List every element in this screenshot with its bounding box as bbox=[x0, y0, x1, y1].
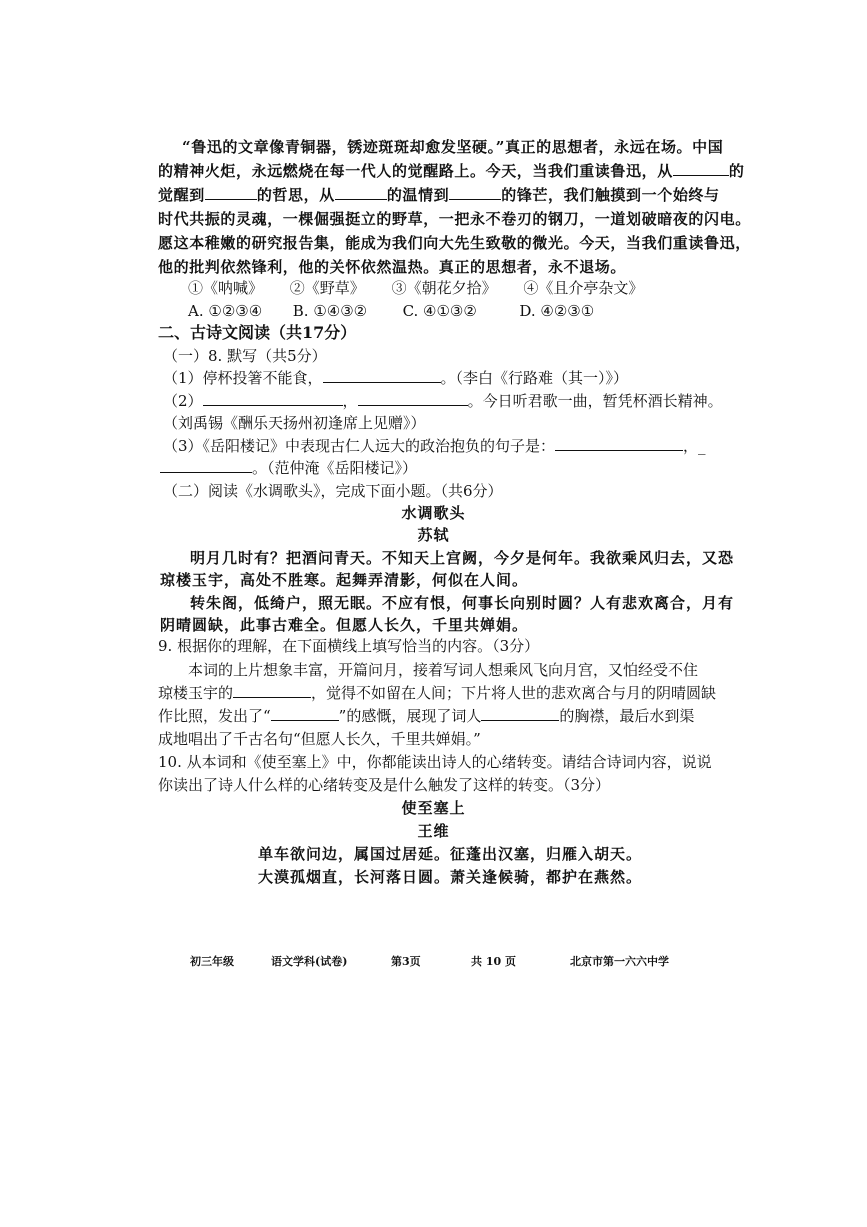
passage-line-6: 他的批判依然锋利，他的关怀依然温热。真正的思想者，永不退场。 bbox=[158, 258, 627, 276]
question-8-2 bbox=[163, 390, 723, 412]
section-title: 二、古诗文阅读（共17分） bbox=[158, 323, 357, 342]
fill-blank[interactable] bbox=[335, 185, 387, 200]
question-9-line: 本词的上片想象丰富，开篇问月，接着写词人想乘风飞向月宫，又怕经受不住 bbox=[188, 661, 699, 679]
passage-line-1: “鲁迅的文章像青铜器，锈迹斑斑却愈发坚硬。”真正的思想者，永远在场。中国 bbox=[182, 138, 724, 156]
poem-title: 使至塞上 bbox=[401, 799, 466, 817]
works-list bbox=[188, 277, 665, 299]
answer-blank[interactable] bbox=[160, 458, 252, 473]
fill-blank[interactable] bbox=[449, 185, 501, 200]
fill-blank[interactable] bbox=[673, 161, 729, 176]
choice-d[interactable]: D. ④②③① bbox=[519, 302, 595, 320]
work-item: ③《朝花夕拾》 bbox=[391, 279, 497, 297]
question-text: （3）《岳阳楼记》中表现古仁人远大的政治抱负的句子是： bbox=[163, 437, 556, 455]
question-8-3 bbox=[163, 435, 706, 457]
work-item: ②《野草》 bbox=[289, 279, 365, 297]
footer-total: 共 10 页 bbox=[471, 955, 516, 968]
passage-line-2 bbox=[158, 160, 744, 182]
question-text: 。（李白《行路难（其一）》） bbox=[440, 369, 629, 387]
question-text: ，觉得不如留在人间；下片将人世的悲欢离合与月的阴晴圆缺 bbox=[311, 684, 717, 702]
poem-title: 水调歌头 bbox=[401, 504, 466, 522]
question-text: ， bbox=[342, 392, 358, 410]
question-text: 。今日听君歌一曲，暂凭杯酒长精神。 bbox=[467, 392, 723, 410]
question-10-line: 10. 从本词和《使至塞上》中，你都能读出诗人的心绪转变。请结合诗词内容，说说 bbox=[158, 753, 712, 771]
work-item: ④《且介亭杂文》 bbox=[523, 279, 644, 297]
question-9-title: 9. 根据你的理解，在下面横线上填写恰当的内容。（3分） bbox=[158, 637, 540, 655]
choice-c[interactable]: C. ④①③② bbox=[402, 302, 477, 320]
question-text: 作比照，发出了“ bbox=[158, 707, 271, 725]
passage-text: 觉醒到 bbox=[158, 186, 205, 204]
footer-page: 第3页 bbox=[391, 955, 421, 968]
passage-text: 的精神火炬，永远燃烧在每一代人的觉醒路上。今天，当我们重读鲁迅，从 bbox=[158, 162, 673, 180]
poem-line: 大漠孤烟直，长河落日圆。萧关逢候骑，都护在燕然。 bbox=[258, 868, 643, 886]
passage-line-5: 愿这本稚嫩的研究报告集，能成为我们向大先生致敬的微光。今天，当我们重读鲁迅， bbox=[158, 234, 751, 252]
answer-blank[interactable] bbox=[233, 683, 311, 698]
question-text: 琼楼玉宇的 bbox=[158, 684, 234, 702]
question-9-line: 成地唱出了千古名句“但愿人长久，千里共婵娟。” bbox=[158, 730, 481, 748]
passage-text: 的温情到 bbox=[386, 186, 450, 204]
work-item: ①《呐喊》 bbox=[188, 279, 264, 297]
poem-author: 王维 bbox=[417, 822, 450, 840]
question-9-line bbox=[158, 705, 694, 727]
part-2-title: （二）阅读《水调歌头》，完成下面小题。（共6分） bbox=[163, 482, 503, 500]
footer-school: 北京市第一六六中学 bbox=[570, 955, 669, 968]
poem-line: 明月几时有？把酒问青天。不知天上宫阙，今夕是何年。我欲乘风归去，又恐 bbox=[190, 549, 735, 567]
passage-line-4: 时代共振的灵魂，一棵倔强挺立的野草，一把永不卷刃的钢刀，一道划破暗夜的闪电。 bbox=[158, 210, 751, 228]
question-text: （2） bbox=[163, 392, 203, 410]
question-10-line: 你读出了诗人什么样的心绪转变及是什么触发了这样的转变。（3分） bbox=[158, 776, 611, 794]
poem-author: 苏轼 bbox=[417, 526, 450, 544]
choice-list bbox=[188, 300, 594, 322]
answer-blank[interactable] bbox=[323, 368, 441, 383]
footer-grade: 初三年级 bbox=[190, 955, 234, 968]
question-8-title: （一）8. 默写（共5分） bbox=[163, 347, 327, 365]
answer-blank[interactable] bbox=[481, 706, 559, 721]
poem-line: 阴晴圆缺，此事古难全。但愿人长久，千里共婵娟。 bbox=[160, 616, 529, 634]
answer-blank[interactable] bbox=[271, 706, 339, 721]
question-8-1 bbox=[163, 367, 628, 389]
answer-blank[interactable] bbox=[555, 436, 683, 451]
question-text: ”的感慨，展现了词人 bbox=[338, 707, 482, 725]
passage-text: 的锋芒，我们触摸到一个始终与 bbox=[501, 186, 720, 204]
fill-blank[interactable] bbox=[205, 185, 257, 200]
passage-line-3 bbox=[158, 184, 720, 206]
question-text: 。（范仲淹《岳阳楼记》） bbox=[252, 459, 418, 477]
question-8-3-cont bbox=[160, 457, 417, 479]
answer-blank[interactable] bbox=[358, 391, 468, 406]
question-text: 的胸襟，最后水到渠 bbox=[559, 707, 695, 725]
poem-line: 转朱阁，低绮户，照无眠。不应有恨，何事长向别时圆？人有悲欢离合，月有 bbox=[190, 594, 735, 612]
passage-text: 的哲思，从 bbox=[256, 186, 335, 204]
choice-a[interactable]: A. ①②③④ bbox=[188, 302, 263, 320]
choice-b[interactable]: B. ①④③② bbox=[292, 302, 368, 320]
poem-line: 单车欲问边，属国过居延。征蓬出汉塞，归雁入胡天。 bbox=[258, 845, 643, 863]
question-text: （1）停杯投箸不能食， bbox=[163, 369, 323, 387]
question-8-2-source: （刘禹锡《酬乐天扬州初逢席上见赠》） bbox=[163, 414, 426, 432]
poem-line: 琼楼玉宇，高处不胜寒。起舞弄清影，何似在人间。 bbox=[160, 571, 529, 589]
question-9-line bbox=[158, 682, 716, 704]
passage-text: 的 bbox=[728, 162, 745, 180]
answer-blank[interactable] bbox=[203, 391, 343, 406]
footer-subject: 语文学科(试卷) bbox=[271, 955, 348, 968]
question-text: ，_ bbox=[683, 437, 706, 455]
